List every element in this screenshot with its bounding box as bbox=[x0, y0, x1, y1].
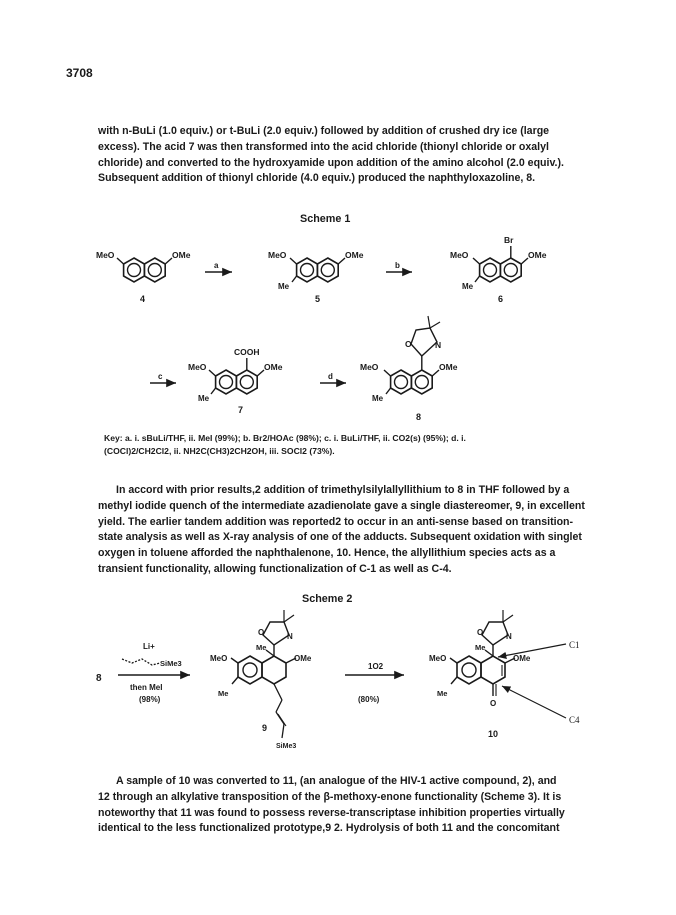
cooh-label: COOH bbox=[234, 347, 260, 357]
text-line: excess). The acid 7 was then transformed into the acid chloride (thionyl chloride or oxalyl bbox=[98, 140, 549, 153]
me-label: Me bbox=[462, 282, 474, 291]
text-line: 12 through an alkylative transposition of the β-methoxy-enone functionality (Scheme 3). It is bbox=[98, 790, 562, 803]
text-line: A sample of 10 was converted to 11, (an analogue of the HIV-1 active compound, 2), and bbox=[116, 775, 557, 787]
ome-label: OMe bbox=[264, 362, 283, 372]
compound-number: 8 bbox=[416, 412, 422, 422]
meo-label: MeO bbox=[96, 250, 115, 260]
c4-label: C4 bbox=[569, 715, 580, 725]
compound-4 bbox=[96, 250, 191, 304]
text-line: methyl iodide quench of the intermediate azadienolate gave a single diastereomer, 9, in excellent bbox=[98, 499, 585, 512]
me-label: Me bbox=[372, 394, 384, 403]
ome-label: OMe bbox=[294, 654, 312, 663]
o-label: O bbox=[477, 628, 484, 637]
ome-label: OMe bbox=[345, 250, 364, 260]
me-label: Me bbox=[256, 643, 267, 652]
ome-label: OMe bbox=[513, 654, 531, 663]
singlet-oxygen: 1O2 bbox=[368, 662, 384, 671]
compound-10 bbox=[429, 610, 580, 739]
sime3-label: SiMe3 bbox=[276, 743, 297, 750]
key-line: Key: a. i. sBuLi/THF, ii. MeI (99%); b. Br2/HOAc (98%); c. i. BuLi/THF, ii. CO2(s) (95%); d. i. bbox=[104, 433, 466, 443]
compound-number: 10 bbox=[488, 729, 499, 739]
text-line: state analysis as well as X-ray analysis of one of the adducts. Subsequent oxidation with singlet bbox=[98, 531, 582, 544]
text-line: identical to the less functionalized prototype,9 2. Hydrolysis of both 11 and the concomitant bbox=[98, 822, 560, 835]
text-line: noteworthy that 11 was found to possess reverse-transcriptase inhibition properties virtually bbox=[98, 806, 565, 819]
scheme-1-title: Scheme 1 bbox=[300, 213, 351, 225]
me-label: Me bbox=[218, 689, 229, 698]
li-label: Li+ bbox=[143, 642, 155, 651]
then-mei: then MeI bbox=[130, 683, 163, 692]
ome-label: OMe bbox=[528, 250, 547, 260]
scheme-key bbox=[104, 432, 604, 457]
compound-number: 9 bbox=[262, 723, 268, 733]
yield-1: (98%) bbox=[139, 695, 161, 704]
o-label: O bbox=[405, 339, 412, 349]
o-label: O bbox=[258, 628, 265, 637]
br-label: Br bbox=[504, 235, 514, 245]
key-line: (COCl)2/CH2Cl2, ii. NH2C(CH3)2CH2OH, iii. SOCl2 (73%). bbox=[104, 445, 335, 456]
me-label: Me bbox=[437, 689, 448, 698]
me-label: Me bbox=[278, 282, 290, 291]
text-line: with n-BuLi (1.0 equiv.) or t-BuLi (2.0 equiv.) followed by addition of crushed dry ice (large bbox=[98, 125, 550, 137]
compound-8 bbox=[360, 316, 458, 422]
text-line: In accord with prior results,2 addition of trimethylsilylallyllithium to 8 in THF followed by a bbox=[116, 484, 570, 496]
compound-number: 5 bbox=[315, 294, 321, 304]
page-number: 3708 bbox=[66, 66, 93, 80]
meo-label: MeO bbox=[360, 362, 379, 372]
step-d: d bbox=[328, 372, 333, 381]
meo-label: MeO bbox=[210, 654, 228, 663]
step-b: b bbox=[395, 261, 400, 270]
n-label: N bbox=[506, 632, 512, 641]
ome-label: OMe bbox=[439, 362, 458, 372]
compound-7 bbox=[188, 347, 283, 415]
meo-label: MeO bbox=[450, 250, 469, 260]
step-a: a bbox=[214, 261, 219, 270]
n-label: N bbox=[287, 632, 293, 641]
text-line: yield. The earlier tandem addition was reported2 to occur in an anti-sense based on transition- bbox=[98, 515, 574, 528]
text-line: transient functionality, allowing functionalization of C-1 as well as C-4. bbox=[98, 562, 452, 575]
meo-label: MeO bbox=[268, 250, 287, 260]
compound-number: 6 bbox=[498, 294, 504, 304]
c1-label: C1 bbox=[569, 640, 580, 650]
meo-label: MeO bbox=[188, 362, 207, 372]
compound-9 bbox=[210, 610, 312, 750]
meo-label: MeO bbox=[429, 654, 447, 663]
compound-5 bbox=[268, 250, 364, 304]
me-label: Me bbox=[198, 394, 210, 403]
allyl-reagent bbox=[122, 642, 182, 668]
yield-2: (80%) bbox=[358, 695, 380, 704]
compound-6 bbox=[450, 235, 547, 304]
text-line: Subsequent addition of thionyl chloride (4.0 equiv.) produced the naphthyloxazoline, 8. bbox=[98, 172, 536, 185]
me-label: Me bbox=[475, 643, 486, 652]
compound-number: 7 bbox=[238, 405, 244, 415]
n-label: N bbox=[435, 340, 442, 350]
paragraph-2 bbox=[98, 483, 613, 578]
scheme2-start: 8 bbox=[96, 673, 102, 684]
scheme-2-title: Scheme 2 bbox=[302, 593, 353, 605]
compound-number: 4 bbox=[140, 294, 146, 304]
step-c: c bbox=[158, 372, 163, 381]
text-line: chloride) and converted to the hydroxyamide upon addition of the amino alcohol (2.0 equiv.). bbox=[98, 156, 564, 169]
sime3-label: SiMe3 bbox=[160, 659, 182, 668]
ome-label: OMe bbox=[172, 250, 191, 260]
paragraph-3 bbox=[98, 774, 613, 837]
text-line: oxygen in toluene afforded the naphthalenone, 10. Hence, the allyllithium species acts as a bbox=[98, 547, 556, 560]
carbonyl-o: O bbox=[490, 699, 497, 708]
